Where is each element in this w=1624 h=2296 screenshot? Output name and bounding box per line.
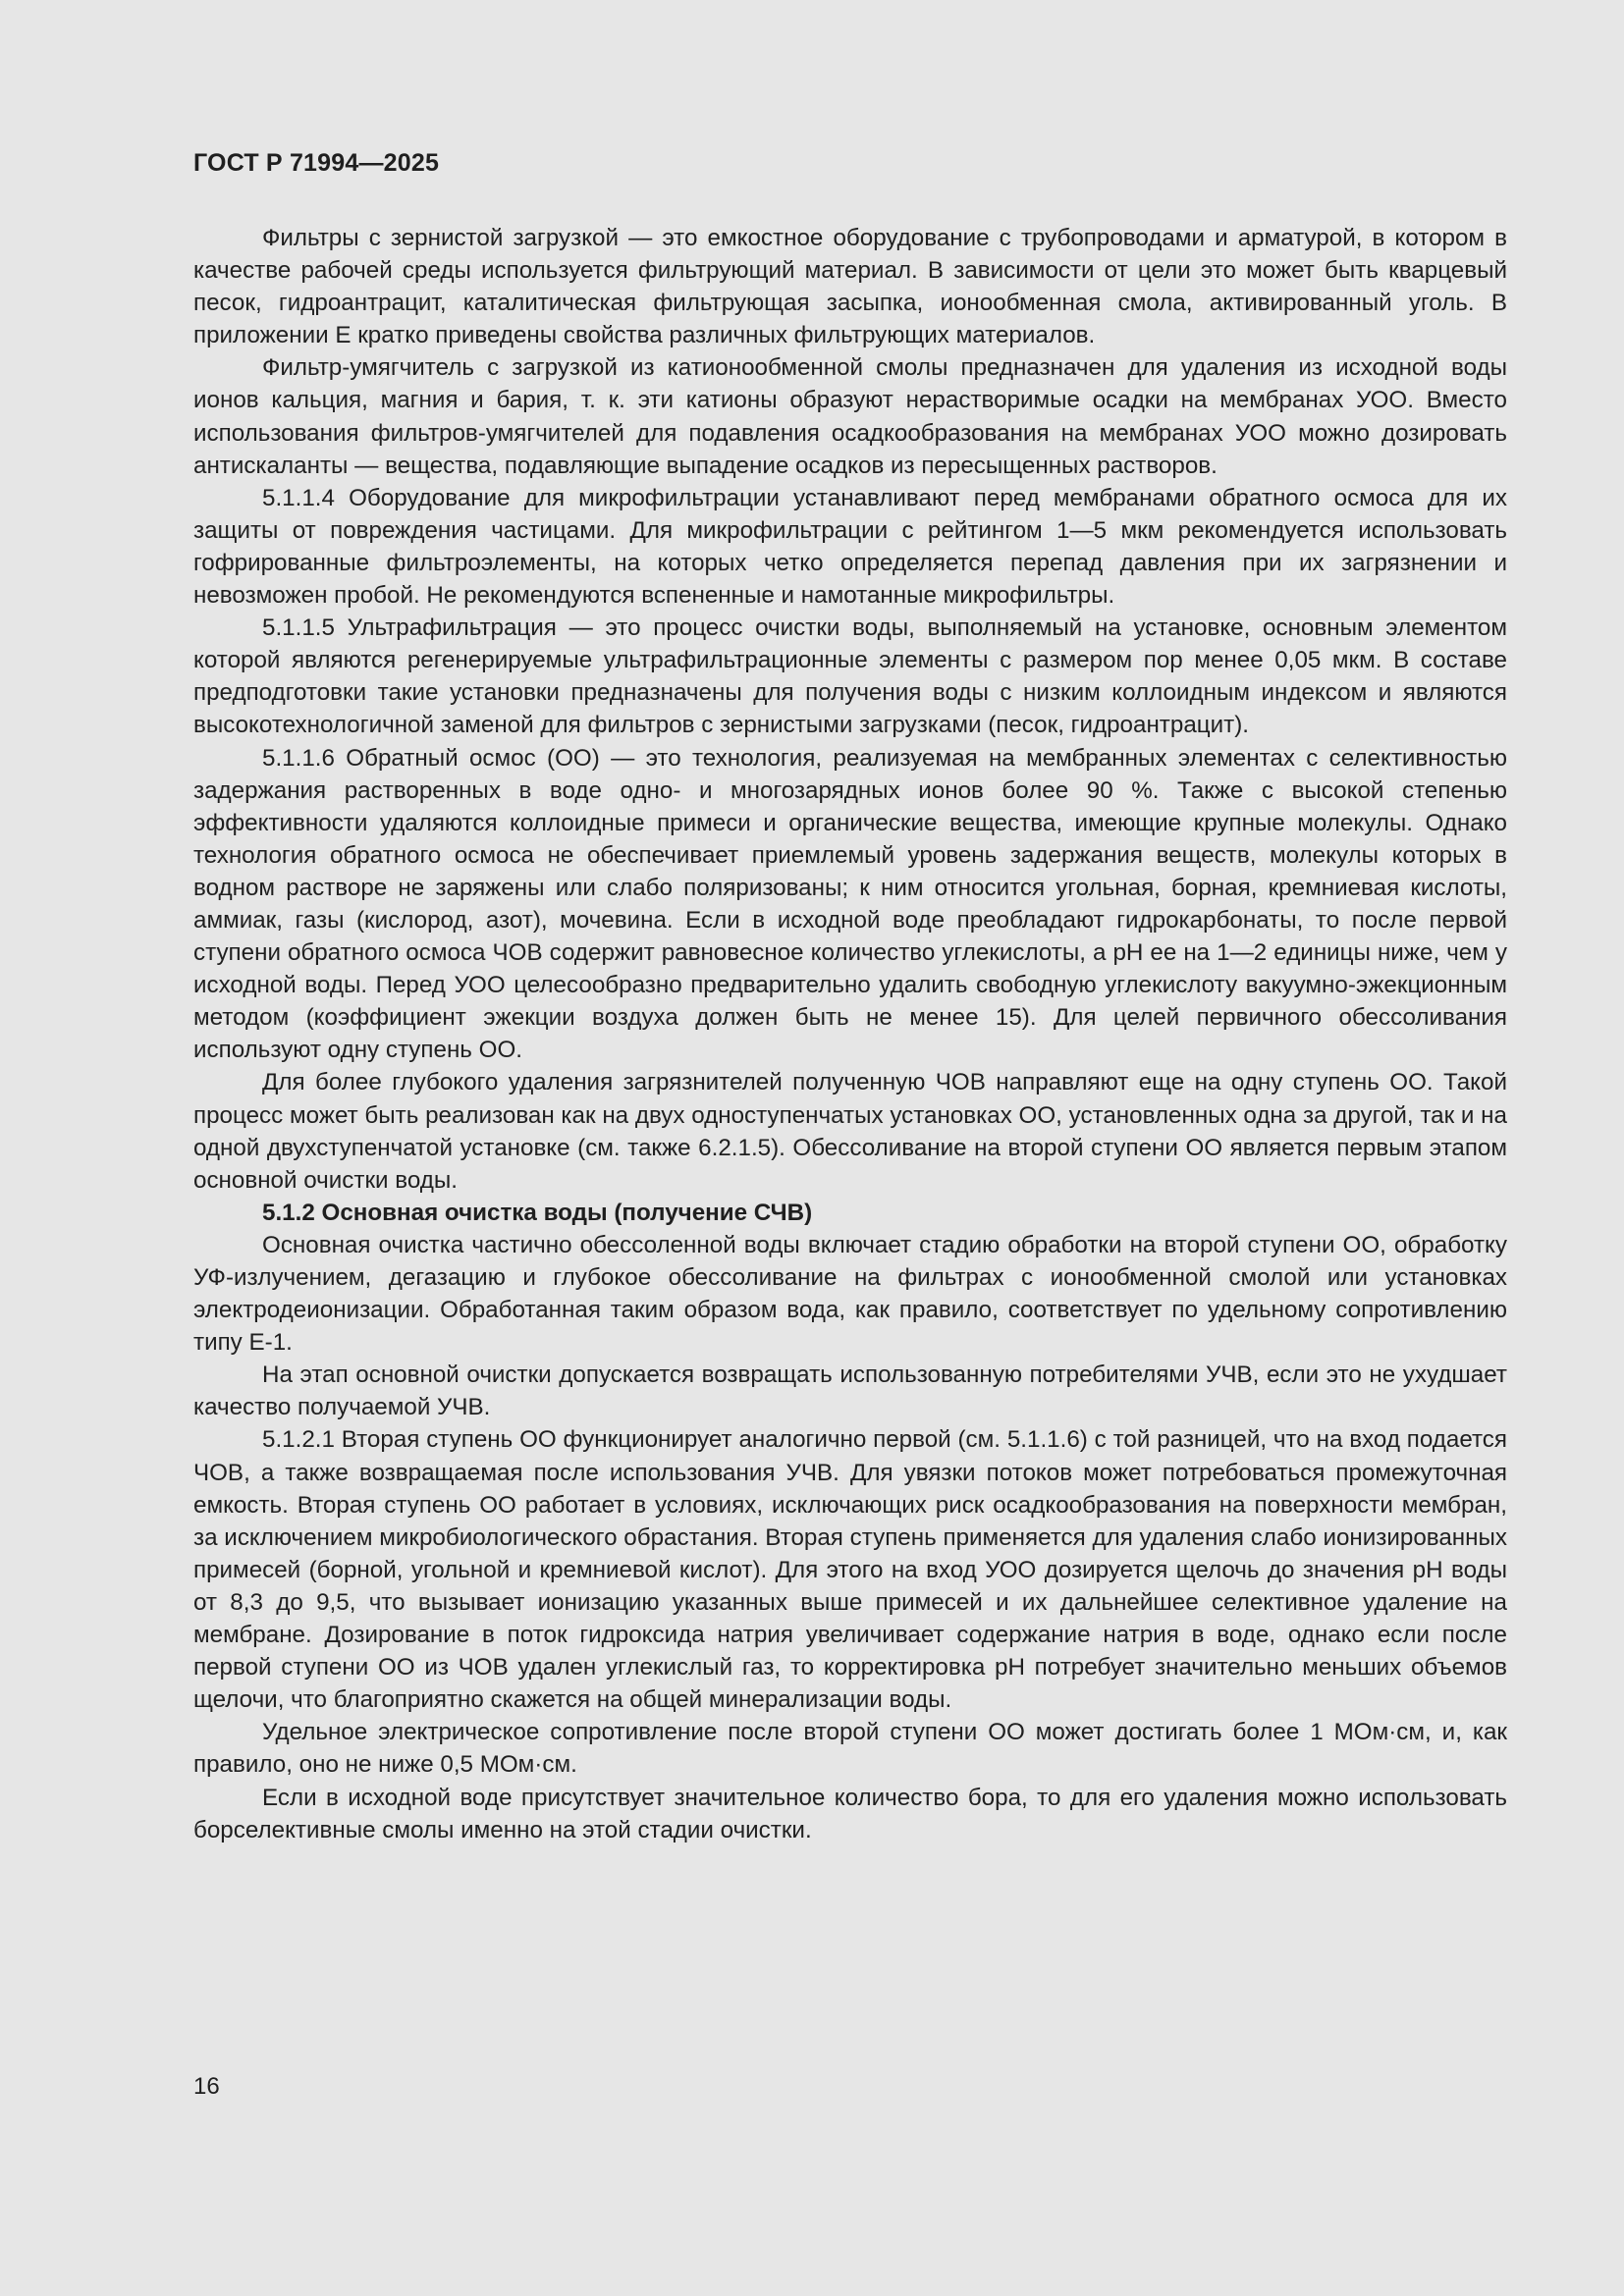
paragraph: Фильтры с зернистой загрузкой — это емкостное оборудование с трубопроводами и арматурой, в котором в качестве рабочей среды используется фильтрующий материал. В зависимости от цели это может быть кварцевый песок, гидроантрацит, каталитическая фильтрующая засыпка, ионообменная смола, активированный уголь. В приложении Е кратко приведены свойства различных фильтрующих материалов. bbox=[193, 225, 1507, 349]
paragraph: На этап основной очистки допускается возвращать использованную потребителями УЧВ, если это не ухудшает качество получаемой УЧВ. bbox=[193, 1362, 1507, 1421]
paragraph: 5.1.1.6 Обратный осмос (ОО) — это технология, реализуемая на мембранных элементах с селективностью задержания растворенных в воде одно- и многозарядных ионов более 90 %. Также с высокой степенью эффективности удаляются коллоидные примеси и органические вещества, имеющие крупные молекулы. Однако технология обратного осмоса не обеспечивает приемлемый уровень задержания веществ, молекулы которых в водном растворе не заряжены или слабо поляризованы; к ним относится угольная, борная, кремниевая кислоты, аммиак, газы (кислород, азот), мочевина. Если в исходной воде преобладают гидрокарбонаты, то после первой ступени обратного осмоса ЧОВ содержит равновесное количество углекислоты, а pH ее на 1—2 единицы ниже, чем у исходной воды. Перед УОО целесообразно предварительно удалить свободную углекислоту вакуумно-эжекционным методом (коэффициент эжекции воздуха должен быть не менее 15). Для целей первичного обессоливания используют одну ступень ОО. bbox=[193, 744, 1507, 1064]
paragraph: 5.1.1.4 Оборудование для микрофильтрации устанавливают перед мембранами обратного осмоса для их защиты от повреждения частицами. Для микрофильтрации с рейтингом 1—5 мкм рекомендуется использовать гофрированные фильтроэлементы, на которых четко определяется перепад давления при их загрязнении и невозможен пробой. Не рекомендуются вспененные и намотанные микрофильтры. bbox=[193, 484, 1507, 610]
paragraph: Для более глубокого удаления загрязнителей полученную ЧОВ направляют еще на одну ступень ОО. Такой процесс может быть реализован как на двух одноступенчатых установках ОО, установленных одна за другой, так и на одной двухступенчатой установке (см. также 6.2.1.5). Обессоливание на второй ступени ОО является первым этапом основной очистки воды. bbox=[193, 1069, 1507, 1194]
paragraph: Фильтр-умягчитель с загрузкой из катионообменной смолы предназначен для удаления из исходной воды ионов кальция, магния и бария, т. к. эти катионы образуют нерастворимые осадки на мембранах УОО. Вместо использования фильтров-умягчителей для подавления осадкообразования на мембранах УОО можно дозировать антискаланты — вещества, подавляющие выпадение осадков из пересыщенных растворов. bbox=[193, 354, 1507, 479]
paragraph: Если в исходной воде присутствует значительное количество бора, то для его удаления можно использовать борселективные смолы именно на этой стадии очистки. bbox=[193, 1784, 1507, 1843]
paragraph: 5.1.2.1 Вторая ступень ОО функционирует аналогично первой (см. 5.1.1.6) с той разницей, что на вход подается ЧОВ, а также возвращаемая после использования УЧВ. Для увязки потоков может потребоваться промежуточная емкость. Вторая ступень ОО работает в условиях, исключающих риск осадкообразования на поверхности мембран, за исключением микробиологического обрастания. Вторая ступень применяется для удаления слабо ионизированных примесей (борной, угольной и кремниевой кислот). Для этого на вход УОО дозируется щелочь до значения pH воды от 8,3 до 9,5, что вызывает ионизацию указанных выше примесей и их дальнейшее селективное удаление на мембране. Дозирование в поток гидроксида натрия увеличивает содержание натрия в воде, однако если после первой ступени ОО из ЧОВ удален углекислый газ, то корректировка pH потребует значительно меньших объемов щелочи, что благоприятно скажется на общей минерализации воды. bbox=[193, 1426, 1507, 1714]
paragraph: Основная очистка частично обессоленной воды включает стадию обработки на второй ступени ОО, обработку УФ-излучением, дегазацию и глубокое обессоливание на фильтрах с ионообменной смолой или установках электродеионизации. Обработанная таким образом вода, как правило, соответствует по удельному сопротивлению типу Е-1. bbox=[193, 1231, 1507, 1357]
page-number: 16 bbox=[193, 2073, 220, 2100]
document-header: ГОСТ Р 71994—2025 bbox=[193, 149, 440, 177]
paragraph: 5.1.1.5 Ультрафильтрация — это процесс очистки воды, выполняемый на установке, основным элементом которой являются регенерируемые ультрафильтрационные элементы с размером пор менее 0,05 мкм. В составе предподготовки такие установки предназначены для получения воды с низким коллоидным индексом и являются высокотехнологичной заменой для фильтров с зернистыми загрузками (песок, гидроантрацит). bbox=[193, 614, 1507, 739]
paragraph: Удельное электрическое сопротивление после второй ступени ОО может достигать более 1 МОм·см, и, как правило, оно не ниже 0,5 МОм·см. bbox=[193, 1719, 1507, 1779]
section-heading: 5.1.2 Основная очистка воды (получение СЧВ) bbox=[262, 1199, 813, 1226]
document-body bbox=[193, 222, 1507, 1846]
